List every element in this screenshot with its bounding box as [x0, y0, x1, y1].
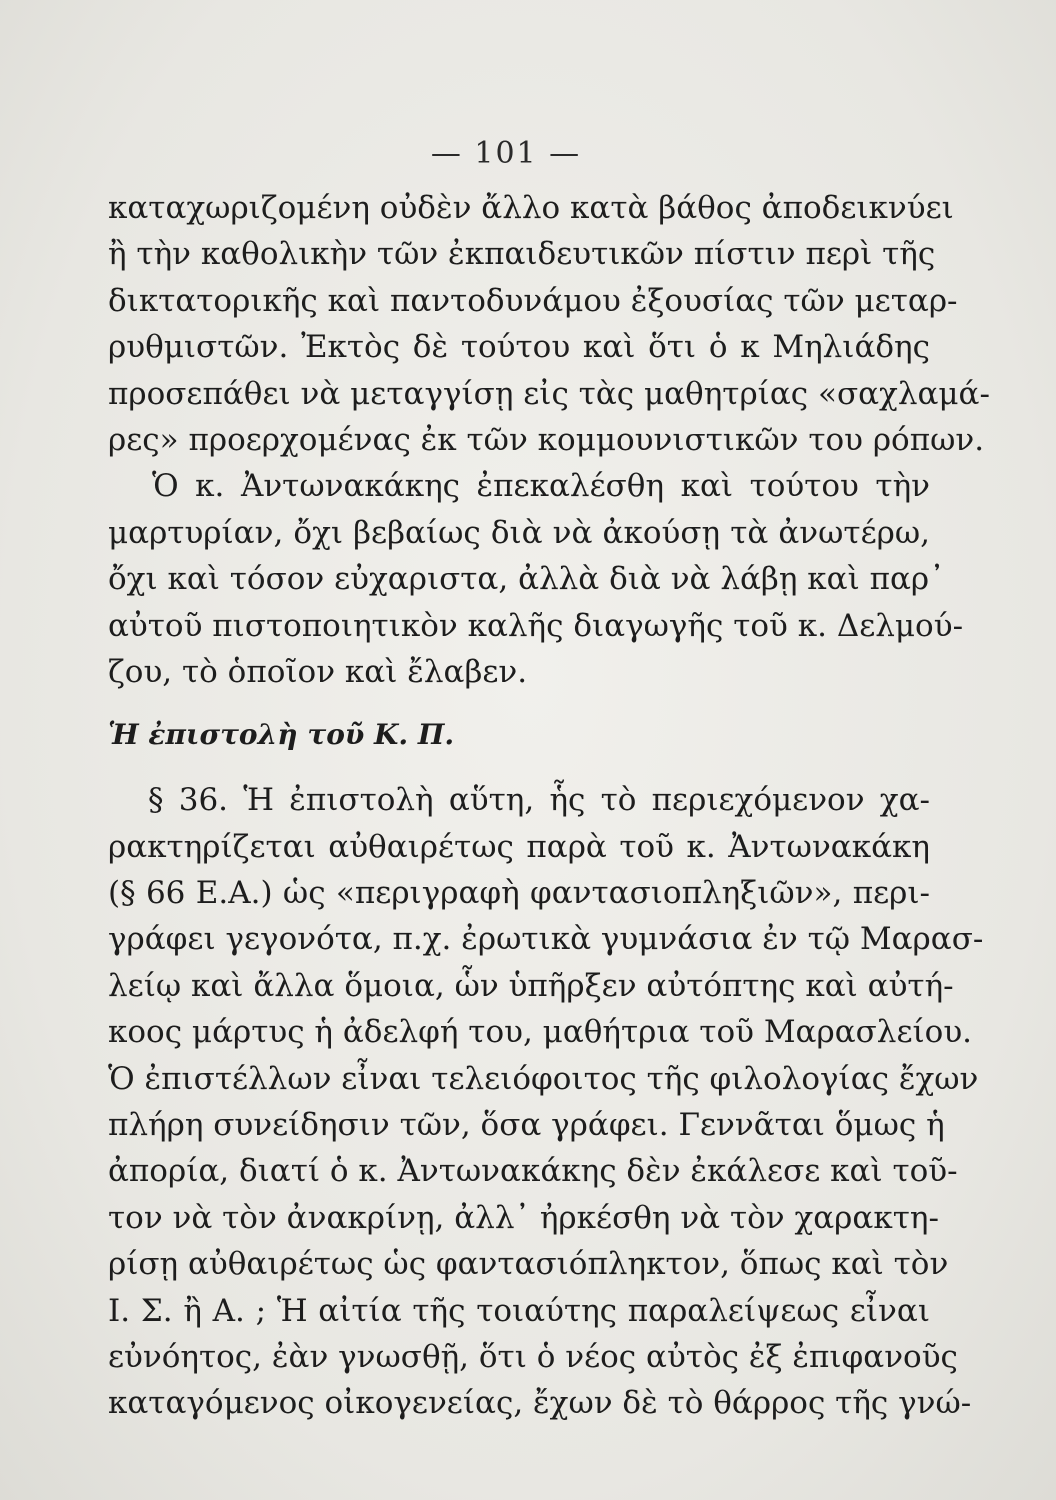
text-line: ρυθμιστῶν. Ἐκτὸς δὲ τούτου καὶ ὅτι ὁ κ Μηλιάδης — [108, 329, 930, 366]
text-line: εὐνόητος, ἐὰν γνωσθῇ, ὅτι ὁ νέος αὐτὸς ἐξ ἐπιφανοῦς — [108, 1338, 958, 1375]
text-line: καταχωριζομένη οὐδὲν ἄλλο κατὰ βάθος ἀποδεικνύει — [108, 190, 954, 226]
text-line: Ι. Σ. ἢ Α. ; Ἡ αἰτία τῆς τοιαύτης παραλείψεως εἶναι — [108, 1292, 930, 1329]
text-line: Ὁ κ. Ἀντωνακάκης ἐπεκαλέσθη καὶ τούτου τὴν — [152, 468, 930, 505]
text-line: δικτατορικῆς καὶ παντοδυνάμου ἐξουσίας τῶν μεταρ- — [108, 282, 958, 319]
text-line: λείῳ καὶ ἄλλα ὅμοια, ὧν ὑπῆρξεν αὐτόπτης καὶ αὐτή- — [108, 967, 954, 1004]
text-line: ἢ τὴν καθολικὴν τῶν ἐκπαιδευτικῶν πίστιν περὶ τῆς — [108, 236, 936, 273]
text-line: Ὁ ἐπιστέλλων εἶναι τελειόφοιτος τῆς φιλολογίας ἔχων — [108, 1060, 979, 1097]
text-line: καταγόμενος οἰκογενείας, ἔχων δὲ τὸ θάρρος τῆς γνώ- — [108, 1385, 972, 1422]
section-gap — [108, 695, 930, 705]
text-line: § 36. Ἡ ἐπιστολὴ αὕτη, ἧς τὸ περιεχόμενον χα- — [148, 782, 930, 819]
section-gap — [108, 765, 930, 777]
text-line: ἀπορία, διατί ὁ κ. Ἀντωνακάκης δὲν ἐκάλεσε καὶ τοῦ- — [108, 1153, 958, 1190]
text-line: ρακτηρίζεται αὐθαιρέτως παρὰ τοῦ κ. Ἀντωνακάκη — [108, 828, 930, 865]
text-line: ζου, τὸ ὁποῖον καὶ ἔλαβεν. — [108, 653, 528, 690]
section-heading: Ἡ ἐπιστολὴ τοῦ Κ. Π. — [108, 718, 455, 752]
text-line: πλήρη συνείδησιν τῶν, ὅσα γράφει. Γεννᾶται ὅμως ἡ — [108, 1107, 945, 1144]
text-line: τον νὰ τὸν ἀνακρίνῃ, ἀλλ᾽ ἠρκέσθη νὰ τὸν χαρακτη- — [108, 1199, 939, 1236]
text-line: αὐτοῦ πιστοποιητικὸν καλῆς διαγωγῆς τοῦ κ. Δελμού- — [108, 607, 964, 644]
text-line: (§ 66 Ε.Α.) ὡς «περιγραφὴ φαντασιοπληξιῶν», περι- — [108, 875, 930, 912]
text-line: προσεπάθει νὰ μεταγγίσῃ εἰς τὰς μαθητρίας «σαχλαμά- — [108, 375, 990, 412]
text-line: ρες» προερχομένας ἐκ τῶν κομμουνιστικῶν του ρόπων. — [108, 421, 985, 458]
text-line: γράφει γεγονότα, π.χ. ἐρωτικὰ γυμνάσια ἐν τῷ Μαρασ- — [108, 921, 984, 958]
body-text — [108, 185, 990, 1427]
text-line: ὄχι καὶ τόσον εὐχαριστα, ἀλλὰ διὰ νὰ λάβῃ καὶ παρ᾽ — [108, 561, 945, 598]
text-line: κοος μάρτυς ἡ ἀδελφή του, μαθήτρια τοῦ Μαρασλείου. — [108, 1014, 973, 1051]
text-line: ρίσῃ αὐθαιρέτως ὡς φαντασιόπληκτον, ὅπως καὶ τὸν — [108, 1246, 949, 1283]
text-line: μαρτυρίαν, ὄχι βεβαίως διὰ νὰ ἀκούσῃ τὰ ἀνωτέρω, — [108, 514, 930, 551]
page-number: — 101 — — [430, 136, 582, 171]
